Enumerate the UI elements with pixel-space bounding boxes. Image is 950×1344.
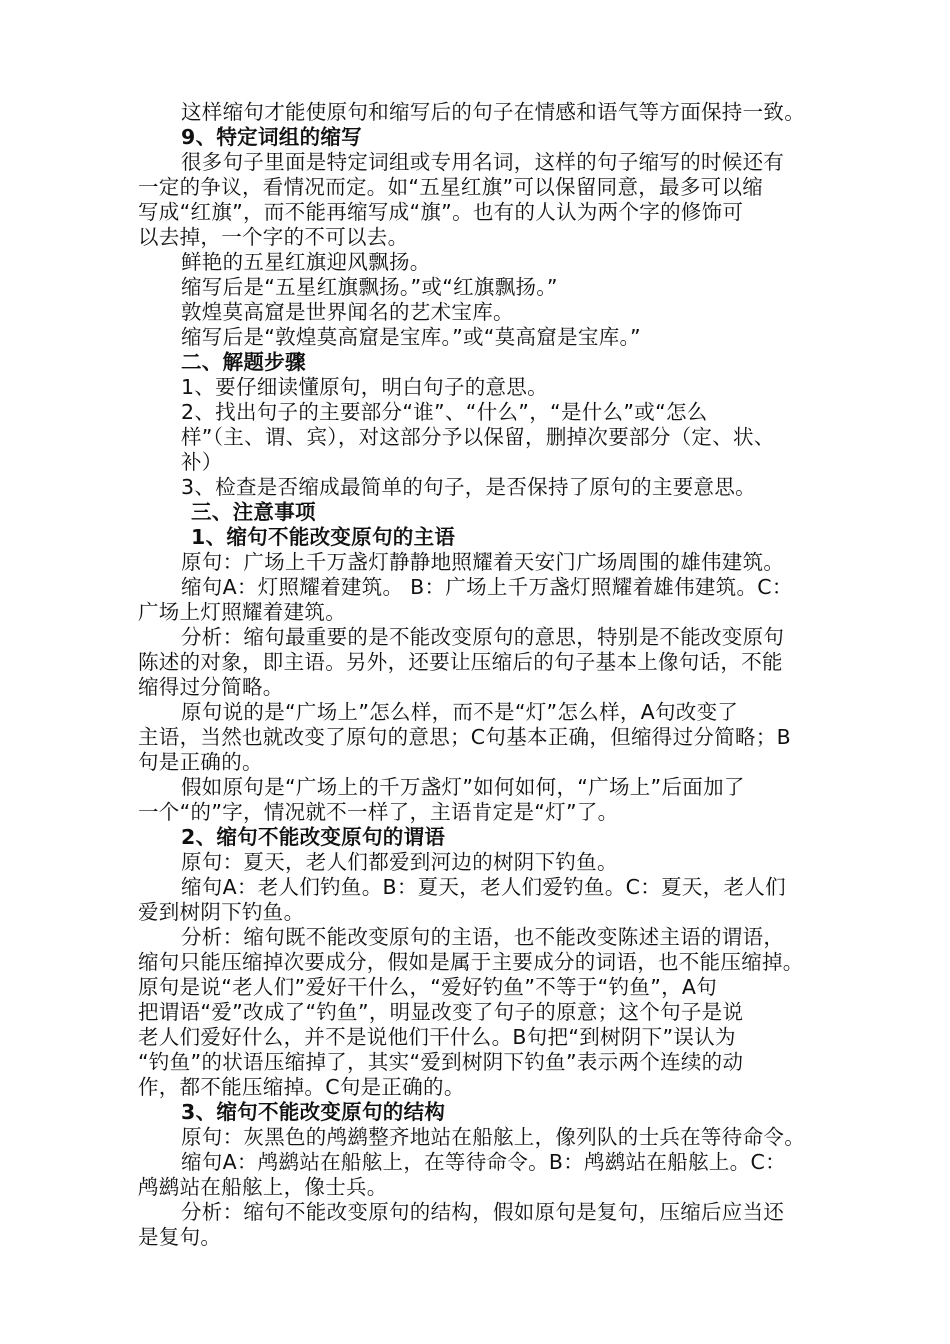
text-line: 鲜艳的五星红旗迎风飘扬。 xyxy=(181,250,431,274)
text-line: 老人们爱好什么，并不是说他们干什么。B句把“到树阴下”误认为 xyxy=(138,1025,736,1049)
text-line: 一定的争议，看情况而定。如“五星红旗”可以保留同意，最多可以缩 xyxy=(138,175,764,199)
text-line: 把谓语“爱”改成了“钓鱼”，明显改变了句子的原意；这个句子是说 xyxy=(138,1000,744,1024)
text-line: 假如原句是“广场上的千万盏灯”如何如何，“广场上”后面加了 xyxy=(181,775,745,799)
text-line: 原句是说“老人们”爱好干什么，“爱好钓鱼”不等于“钓鱼”，A句 xyxy=(138,975,718,999)
text-line: 缩句A：老人们钓鱼。B：夏天，老人们爱钓鱼。C：夏天，老人们 xyxy=(181,875,786,899)
text-line: 样”（主、谓、宾），对这部分予以保留，删掉次要部分（定、状、 xyxy=(181,425,775,449)
text-line: 陈述的对象，即主语。另外，还要让压缩后的句子基本上像句话，不能 xyxy=(138,650,783,674)
text-line: 主语，当然也就改变了原句的意思；C句基本正确，但缩得过分简略；B xyxy=(138,725,791,749)
section-heading: 二、解题步骤 xyxy=(181,350,306,374)
text-line: 补） xyxy=(181,450,223,474)
text-line: 作，都不能压缩掉。C句是正确的。 xyxy=(138,1075,465,1099)
section-heading: 1、缩句不能改变原句的主语 xyxy=(191,525,456,549)
text-line: 原句：夏天，老人们都爱到河边的树阴下钓鱼。 xyxy=(181,850,618,874)
text-line: 爱到树阴下钓鱼。 xyxy=(138,900,305,924)
text-line: 分析：缩句既不能改变原句的主语，也不能改变陈述主语的谓语， xyxy=(181,925,785,949)
text-line: 1、要仔细读懂原句，明白句子的意思。 xyxy=(181,375,548,399)
section-heading: 3、缩句不能改变原句的结构 xyxy=(181,1100,446,1124)
text-line: 缩写后是“五星红旗飘扬。”或“红旗飘扬。” xyxy=(181,275,558,299)
text-line: 鸬鹚站在船舷上，像士兵。 xyxy=(138,1175,388,1199)
text-line: 这样缩句才能使原句和缩写后的句子在情感和语气等方面保持一致。 xyxy=(181,100,805,124)
text-line: 缩句只能压缩掉次要成分，假如是属于主要成分的词语，也不能压缩掉。 xyxy=(138,950,804,974)
text-line: 以去掉，一个字的不可以去。 xyxy=(138,225,409,249)
text-line: 缩得过分简略。 xyxy=(138,675,284,699)
text-line: 原句：灰黑色的鸬鹚整齐地站在船舷上，像列队的士兵在等待命令。 xyxy=(181,1125,805,1149)
text-line: 缩句A：灯照耀着建筑。 B：广场上千万盏灯照耀着雄伟建筑。C： xyxy=(181,575,793,599)
text-line: 句是正确的。 xyxy=(138,750,263,774)
text-line: “钓鱼”的状语压缩掉了，其实“爱到树阴下钓鱼”表示两个连续的动 xyxy=(138,1050,744,1074)
text-line: 缩句A：鸬鹚站在船舷上，在等待命令。B：鸬鹚站在船舷上。C： xyxy=(181,1150,786,1174)
text-line: 敦煌莫高窟是世界闻名的艺术宝库。 xyxy=(181,300,514,324)
text-line: 分析：缩句最重要的是不能改变原句的意思，特别是不能改变原句 xyxy=(181,625,785,649)
text-line: 分析：缩句不能改变原句的结构，假如原句是复句，压缩后应当还 xyxy=(181,1200,785,1224)
text-line: 原句说的是“广场上”怎么样，而不是“灯”怎么样，A句改变了 xyxy=(181,700,739,724)
section-heading: 2、缩句不能改变原句的谓语 xyxy=(181,825,446,849)
text-line: 广场上灯照耀着建筑。 xyxy=(138,600,346,624)
text-line: 是复句。 xyxy=(138,1225,222,1249)
text-line: 写成“红旗”，而不能再缩写成“旗”。也有的人认为两个字的修饰可 xyxy=(138,200,744,224)
text-line: 一个“的”字，情况就不一样了，主语肯定是“灯”了。 xyxy=(138,800,619,824)
text-line: 缩写后是“敦煌莫高窟是宝库。”或“莫高窟是宝库。” xyxy=(181,325,641,349)
text-line: 3、检查是否缩成最简单的句子，是否保持了原句的主要意思。 xyxy=(181,475,756,499)
text-line: 原句：广场上千万盏灯静静地照耀着天安门广场周围的雄伟建筑。 xyxy=(181,550,785,574)
section-heading: 三、注意事项 xyxy=(191,500,316,524)
text-line: 2、找出句子的主要部分“谁”、“什么”，“是什么”或“怎么 xyxy=(181,400,708,424)
text-line: 很多句子里面是特定词组或专用名词，这样的句子缩写的时候还有 xyxy=(181,150,785,174)
section-heading: 9、特定词组的缩写 xyxy=(181,125,362,149)
